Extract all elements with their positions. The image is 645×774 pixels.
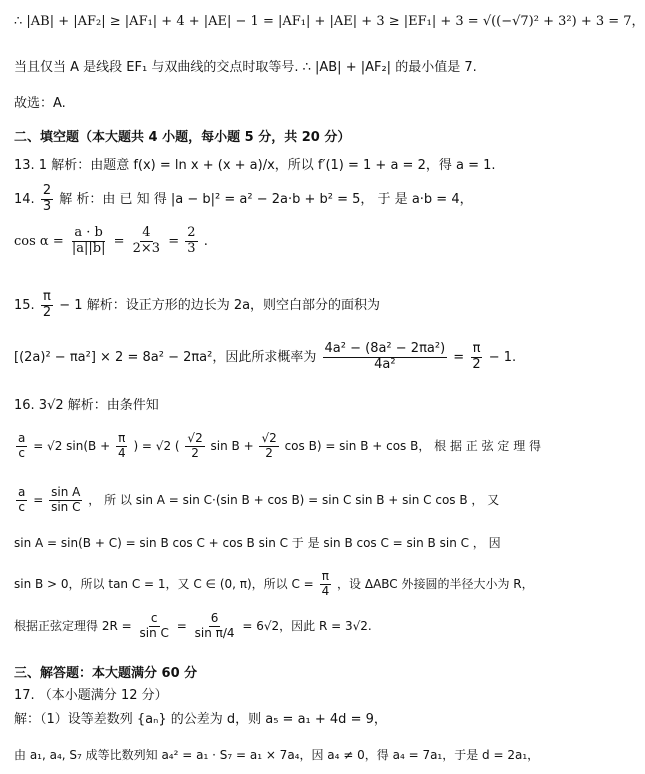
section-title: 三、解答题：本大题满分 60 分 [14,666,198,681]
six-over-sin-pi4: $\frac{6}{\text{sin π/4}}$ [194,611,235,640]
equals-sign: = [453,349,465,365]
c-over-sinC: $\frac{c}{\text{sin C}}$ [139,611,169,640]
cos-value-fraction: $\frac{4}{2\times 3}$ [132,225,161,256]
pi-over-4: $\frac{\pi}{4}$ [321,569,330,598]
solution-line-1 [14,14,645,30]
section-heading-solutions [14,666,516,682]
q15-area-expression: [(2a)² − πa²] × 2 = 8a² − 2πa²，因此所求概率为 [14,349,317,365]
a-over-c: $\frac{a}{c}$ [18,485,26,514]
equals-sign: = [113,233,125,249]
equals-sign: = [176,618,187,633]
q13-solution: 13. 1 解析：由题意 f(x) = ln x + (x + a)/x，所以 f′(1) = 1 + a = 2，得 a = 1. [14,158,496,173]
question-16-line-5 [14,569,534,599]
q15-solution-text: 解析：设正方形的边长为 2a，则空白部分的面积为 [86,297,381,313]
q16-expr-part: = √2 sin(B + [33,438,111,453]
question-15-line-2 [14,342,516,373]
q15-answer-fraction: $\frac{\pi}{2}$ [42,289,52,320]
q14-answer-fraction: $\frac{2}{3}$ [42,183,52,214]
equals-sign: = [33,492,44,507]
cos-alpha-label: cos α = [14,233,64,249]
q16-expr-part: cos B) = sin B + cos B， 根 据 正 弦 定 理 得 [284,438,542,453]
q16-expr-part: ， 所 以 sin A = sin C·(sin B + cos B) = sin C sin B + sin C cos B ， 又 [88,492,500,507]
question-16-header [14,398,516,414]
root2-over-2: $\frac{√2}{2}$ [261,431,277,460]
q16-expr-part: sin B + [210,438,254,453]
q15-number: 15. [14,297,35,313]
equality-condition: 当且仅当 A 是线段 EF₁ 与双曲线的交点时取等号. ∴ |AB| + |AF₂| 的最小值是 7. [14,60,477,75]
q16-expr-part: = 6√2，因此 R = 3√2. [242,618,372,633]
q17-step-1: 解：（1）设等差数列 {aₙ} 的公差为 d，则 a₅ = a₁ + 4d = 9， [14,712,387,727]
q16-answer-and-intro: 16. 3√2 解析：由条件知 [14,398,159,413]
period: . [203,233,208,249]
q17-heading: 17. （本小题满分 12 分） [14,688,168,703]
inequality-chain: ∴ |AB| + |AF₂| ≥ |AF₁| + 4 + |AE| − 1 = |AF₁| + |AE| + 3 ≥ |EF₁| + 3 = √((−√7)² + 3²) + 3 = 7， [14,14,645,29]
q16-expr-part: 根据正弦定理得 2R = [14,618,132,633]
answer-line [14,96,516,112]
question-17-line-2 [14,748,540,763]
q16-expr-part: sin A = sin(B + C) = sin B cos C + cos B sin C 于 是 sin B cos C = sin B sin C ， 因 [14,536,501,550]
q15-result-tail: − 1. [488,349,517,365]
q15-result-fraction: $\frac{\pi}{2}$ [472,341,481,372]
question-14-line-2 [14,226,516,257]
q16-expr-part: ) = √2 ( [133,438,180,453]
section-title: 二、填空题（本大题共 4 小题，每小题 5 分，共 20 分） [14,130,351,145]
q14-solution-text: 解 析：由 已 知 得 |a − b|² = a² − 2a·b + b² = 5， 于 是 a·b = 4， [59,191,473,207]
cos-result-fraction: $\frac{2}{3}$ [187,225,196,256]
pi-over-4: $\frac{\pi}{4}$ [117,431,126,460]
question-16-line-6 [14,612,516,641]
question-13 [14,158,516,174]
question-16-line-3 [14,486,516,515]
q17-step-2: 由 a₁, a₄, S₇ 成等比数列知 a₄² = a₁ · S₇ = a₁ × 7a₄，因 a₄ ≠ 0，得 a₄ = 7a₁，于是 d = 2a₁， [14,748,540,762]
q15-probability-fraction: $\frac{\text{4a² − (8a² − 2πa²)}}{\text{4a²}}$ [324,341,446,372]
answer-choice: 故选：A. [14,96,66,111]
question-14-line-1 [14,184,516,215]
question-17-line-1 [14,712,516,728]
section-heading-fill-in [14,130,516,146]
equals-sign: = [168,233,180,249]
q15-answer-tail: − 1 [59,297,83,313]
solution-line-2 [14,60,516,76]
a-over-c: $\frac{a}{c}$ [18,431,26,460]
q16-expr-part: ，设 ΔABC 外接圆的半径大小为 R， [337,576,534,591]
question-15-line-1 [14,290,516,321]
question-17-title [14,688,516,704]
sinA-over-sinC: $\frac{\text{sin A}}{\text{sin C}}$ [51,485,81,514]
root2-over-2: $\frac{√2}{2}$ [187,431,203,460]
q14-number: 14. [14,191,35,207]
cos-fraction: $\frac{a \cdot b}{|a||b|}$ [71,225,106,256]
question-16-line-2 [14,431,542,461]
question-16-line-4 [14,536,516,551]
q16-expr-part: sin B > 0，所以 tan C = 1，又 C ∈ (0, π)，所以 C = [14,576,314,591]
